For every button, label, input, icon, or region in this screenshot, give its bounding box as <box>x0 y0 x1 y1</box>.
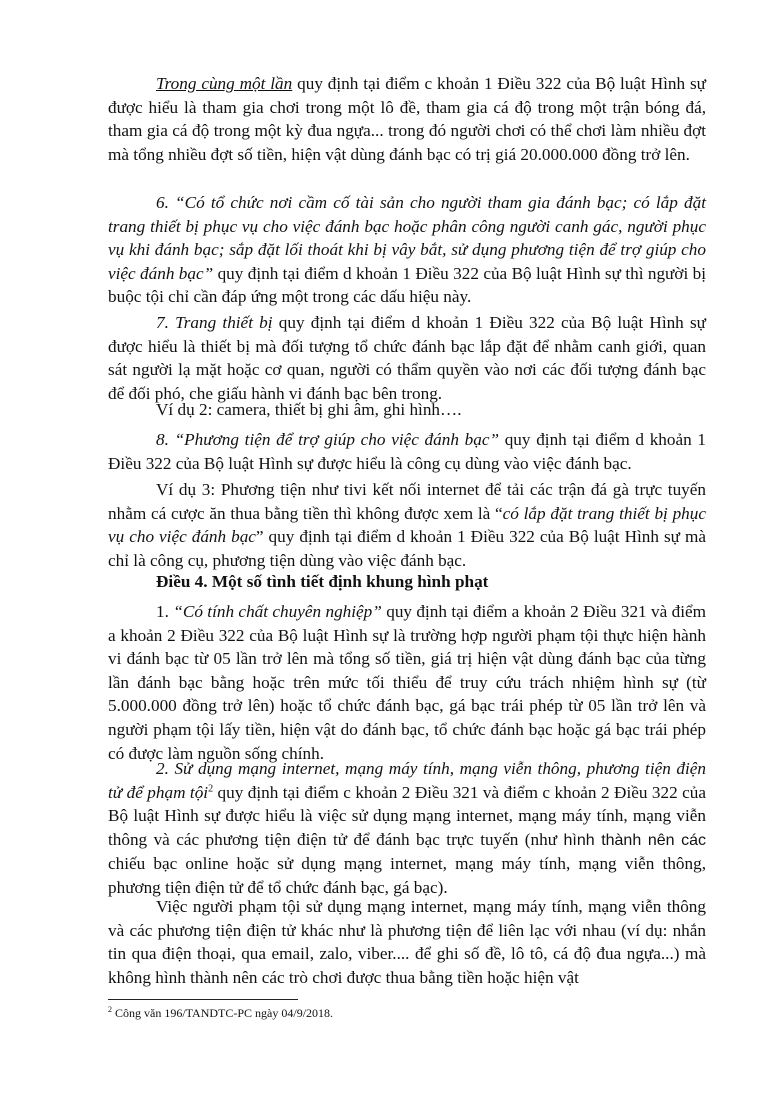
quoted-term: 2. Sử dụng mạng internet, mạng máy tính, mạng viễn thông, phương tiện điện tử để phạm tội <box>108 759 706 802</box>
paragraph-item-4-2 <box>108 757 706 900</box>
footnote <box>108 1006 706 1021</box>
quoted-term: 8. “Phương tiện để trợ giúp cho việc đánh bạc” <box>156 430 500 449</box>
paragraph-text: Ví dụ 2: camera, thiết bị ghi âm, ghi hình…. <box>156 400 462 419</box>
section-heading-dieu-4 <box>108 570 706 594</box>
sans-serif-phrase: hình thành nên các <box>563 831 706 849</box>
paragraph-text: quy định tại điểm c khoản 1 Điều 322 của Bộ luật Hình sự được hiểu là tham gia chơi trong một lô đề, tham gia cá độ trong một trận bóng đá, tham gia cá độ trong một kỳ đua ngựa... trong đó người chơi có thể chơi làm nhiều đợt mà tổng nhiều đợt số tiền, hiện vật dùng đánh bạc có trị giá 20.000.000 đồng trở lên. <box>108 74 706 164</box>
heading-text: Điều 4. Một số tình tiết định khung hình phạt <box>156 572 489 591</box>
paragraph-text: quy định tại điểm a khoản 2 Điều 321 và điểm a khoản 2 Điều 322 của Bộ luật Hình sự là trường hợp người phạm tội thực hiện hành vi đánh bạc từ 05 lần trở lên mà tổng số tiền, giá trị hiện vật dùng đánh bạc của từng lần đánh bạc bằng hoặc trên mức tối thiểu để truy cứu trách nhiệm hình sự (từ 5.000.000 đồng trở lên) hoặc tổ chức đánh bạc, gá bạc trái phép từ 05 lần trở lên và người phạm tội lấy tiền, hiện vật do đánh bạc, tổ chức đánh bạc hoặc gá bạc trái phép có được làm nguồn sống chính. <box>108 602 707 763</box>
paragraph-item-7 <box>108 311 706 405</box>
paragraph-item-8 <box>108 428 706 475</box>
footnote-text: Công văn 196/TANDTC-PC ngày 04/9/2018. <box>112 1006 334 1020</box>
footnote-reference[interactable]: 2 <box>208 782 214 794</box>
footnote-mark: 2 <box>108 1005 112 1014</box>
paragraph-text: Ví dụ 3: Phương tiện như tivi kết nối internet để tải các trận đá gà trực tuyến nhằm cá cược ăn thua bằng tiền thì không được xem là “ <box>108 480 706 523</box>
paragraph-example-2 <box>108 398 706 422</box>
paragraph-continuation <box>108 895 706 989</box>
paragraph-text: chiếu bạc online hoặc sử dụng mạng internet, mạng máy tính, mạng viễn thông, phương tiện điện tử để tổ chức đánh bạc, gá bạc). <box>108 854 706 897</box>
paragraph-text: quy định tại điểm d khoản 1 Điều 322 của Bộ luật Hình sự thì người bị buộc tội chỉ cần đáp ứng một trong các dấu hiệu này. <box>108 263 706 307</box>
paragraph-text: ” quy định tại điểm d khoản 1 Điều 322 của Bộ luật Hình sự mà chỉ là công cụ, phương tiện dùng vào việc đánh bạc. <box>108 527 706 570</box>
paragraph-text: Việc người phạm tội sử dụng mạng internet, mạng máy tính, mạng viễn thông và các phương tiện điện tử khác như là phương tiện để liên lạc với nhau (ví dụ: nhắn tin qua điện thoại, qua email, zalo, viber.... để ghi số đề, lô tô, cá độ đua ngựa...) mà không hình thành nên các trò chơi được thua bằng tiền hoặc hiện vật <box>108 897 706 987</box>
paragraph-text: quy định tại điểm d khoản 1 Điều 322 của Bộ luật Hình sự được hiểu là thiết bị mà đối tượng tổ chức đánh bạc lắp đặt để nhằm canh giới, quan sát người lạ mặt hoặc cơ quan, người có thẩm quyền vào nơi các đối tượng đánh bạc để đối phó, che giấu hành vi đánh bạc bên trong. <box>108 313 707 403</box>
paragraph-item-4-1 <box>108 600 706 765</box>
term-trong-cung-mot-lan: Trong cùng một lần <box>156 74 293 93</box>
paragraph-example-3 <box>108 478 706 572</box>
paragraph-text: quy định tại điểm c khoản 2 Điều 321 và điểm c khoản 2 Điều 322 của Bộ luật Hình sự được hiểu là việc sử dụng mạng internet, mạng máy tính, mạng viễn thông và các phương tiện điện tử để đánh bạc trực tuyến (như <box>108 782 706 849</box>
quoted-term: 7. Trang thiết bị <box>156 313 273 332</box>
paragraph-text: quy định tại điểm d khoản 1 Điều 322 của Bộ luật Hình sự được hiểu là công cụ dùng vào việc đánh bạc. <box>108 430 706 473</box>
footnote-divider <box>108 999 298 1000</box>
quoted-term: có lắp đặt trang thiết bị phục vụ cho việc đánh bạc <box>108 503 706 547</box>
paragraph-text: 1. <box>156 602 174 621</box>
paragraph-trong-cung-mot-lan <box>108 72 706 166</box>
quoted-term: “Có tính chất chuyên nghiệp” <box>173 602 382 621</box>
paragraph-item-6 <box>108 191 706 309</box>
quoted-term: 6. “Có tổ chức nơi cầm cố tài sản cho người tham gia đánh bạc; có lắp đặt trang thiết bị phục vụ cho việc đánh bạc hoặc phân công người canh gác, người phục vụ khi đánh bạc; sắp đặt lối thoát khi bị vây bắt, sử dụng phương tiện để trợ giúp cho việc đánh bạc” <box>108 193 706 283</box>
